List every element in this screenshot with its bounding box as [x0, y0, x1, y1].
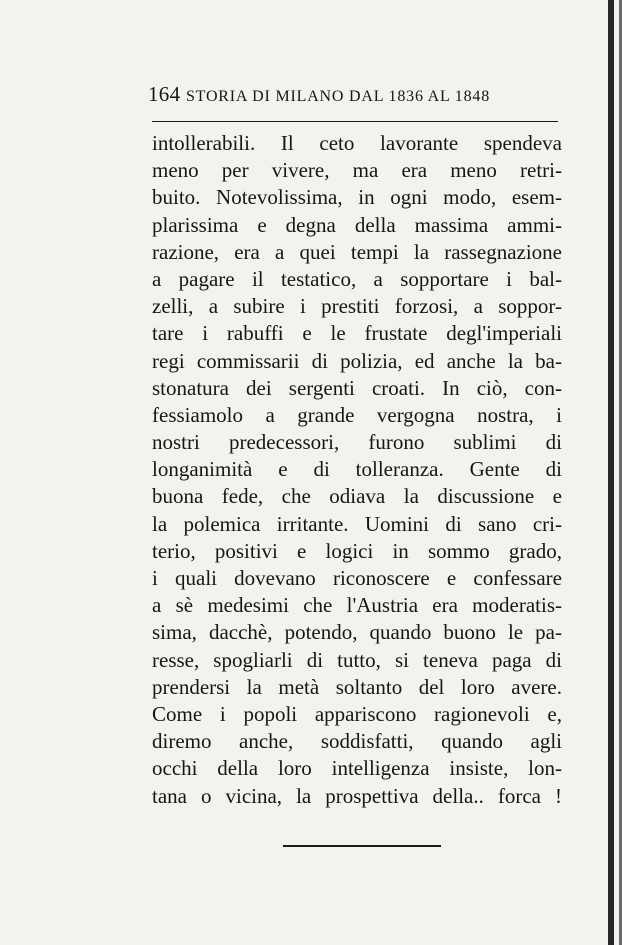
text-line: occhi della loro intelligenza insiste, lon- — [152, 756, 562, 781]
section-end-rule — [283, 845, 441, 847]
text-line: la polemica irritante. Uomini di sano cri- — [152, 511, 562, 536]
text-line: tana o vicina, la prospettiva della.. forca ! — [152, 783, 562, 808]
text-line: prendersi la metà soltanto del loro avere. — [152, 674, 562, 699]
text-line: a pagare il testatico, a sopportare i bal- — [152, 266, 562, 291]
text-line: diremo anche, soddisfatti, quando agli — [152, 729, 562, 754]
text-line: resse, spogliarli di tutto, si teneva paga di — [152, 647, 562, 672]
page-number: 164 — [148, 82, 181, 106]
text-line: zelli, a subire i prestiti forzosi, a soppor- — [152, 294, 562, 319]
header-rule — [152, 121, 558, 122]
text-line: buito. Notevolissima, in ogni modo, esem- — [152, 185, 562, 210]
page-edge-shadow — [608, 0, 614, 945]
text-line: sima, dacchè, potendo, quando buono le pa- — [152, 620, 562, 645]
running-title: STORIA DI MILANO DAL 1836 AL 1848 — [185, 88, 490, 105]
text-line: meno per vivere, ma era meno retri- — [152, 158, 562, 183]
text-line: Come i popoli appariscono ragionevoli e, — [152, 701, 562, 726]
text-line: i quali dovevano riconoscere e confessare — [152, 566, 562, 590]
text-line: tare i rabuffi e le frustate degl'imperiali — [152, 321, 562, 346]
body-text — [152, 130, 562, 810]
text-line: a sè medesimi che l'Austria era moderatis- — [152, 593, 562, 618]
running-header — [148, 82, 558, 107]
text-line: plarissima e degna della massima ammi- — [152, 212, 562, 237]
text-line: terio, positivi e logici in sommo grado, — [152, 538, 562, 563]
text-line: fessiamolo a grande vergogna nostra, i — [152, 402, 562, 427]
text-line: intollerabili. Il ceto lavorante spendeva — [152, 131, 562, 155]
text-line: razione, era a quei tempi la rassegnazione — [152, 239, 562, 264]
text-line: nostri predecessori, furono sublimi di — [152, 430, 562, 455]
text-line: regi commissarii di polizia, ed anche la ba- — [152, 348, 562, 373]
text-line: stonatura dei sergenti croati. In ciò, con- — [152, 375, 562, 400]
text-line: longanimità e di tolleranza. Gente di — [152, 457, 562, 482]
text-line: buona fede, che odiava la discussione e — [152, 484, 562, 509]
